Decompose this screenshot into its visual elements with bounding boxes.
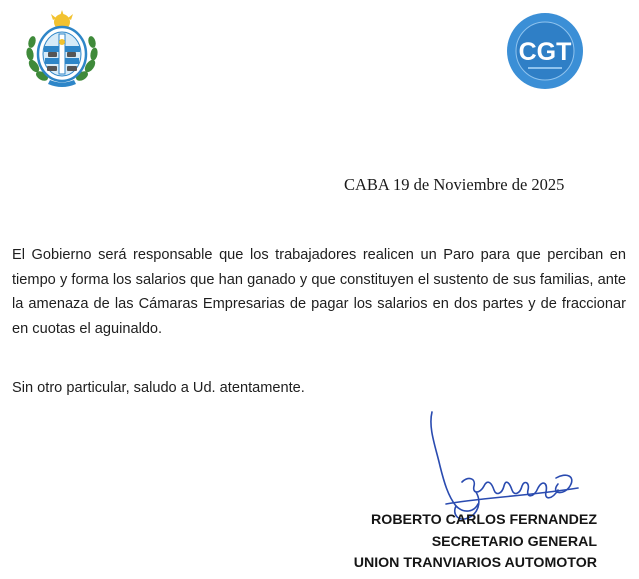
signature-block xyxy=(354,510,597,575)
letter-closing: Sin otro particular, saludo a Ud. atentamente. xyxy=(12,380,305,396)
cgt-logo-text: CGT xyxy=(518,38,572,66)
signatory-name: ROBERTO CARLOS FERNANDEZ xyxy=(371,512,597,528)
letter-body: El Gobierno será responsable que los trabajadores realicen un Paro para que perciban en tiempo y forma los salarios que han ganado y que constituyen el sustento de sus familias, ante la amenaza de las Cámaras Empresarias de pagar los salarios en dos partes y de fraccionar en cuotas el aguinaldo. xyxy=(12,247,626,337)
union-emblem-icon xyxy=(20,8,104,92)
signatory-organization: UNION TRANVIARIOS AUTOMOTOR xyxy=(353,555,597,571)
cgt-logo-icon xyxy=(504,10,586,92)
letter-date: CABA 19 de Noviembre de 2025 xyxy=(344,175,565,194)
signatory-title: SECRETARIO GENERAL xyxy=(431,533,597,550)
